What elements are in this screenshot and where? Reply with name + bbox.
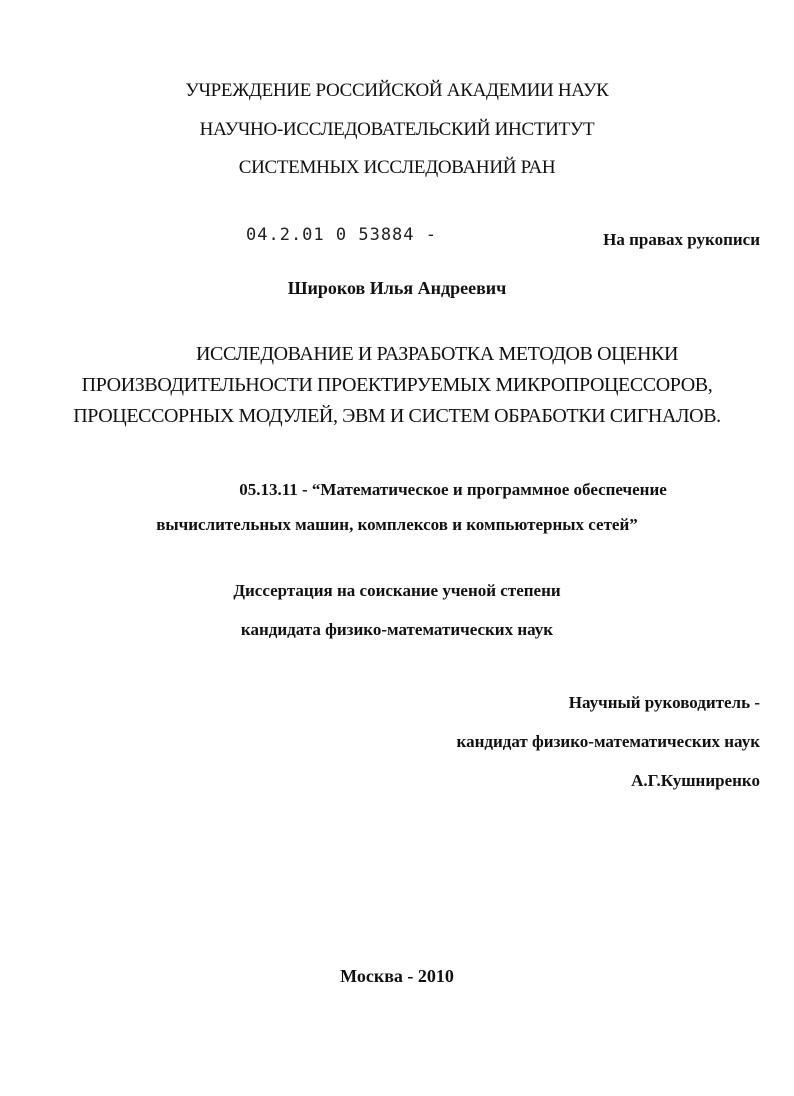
- title-line-3: ПРОЦЕССОРНЫХ МОДУЛЕЙ, ЭВМ И СИСТЕМ ОБРАБОТКИ СИГНАЛОВ.: [73, 405, 721, 427]
- degree-line-2: кандидата физико-математических наук: [240, 620, 554, 639]
- institution-line-2: НАУЧНО-ИССЛЕДОВАТЕЛЬСКИЙ ИНСТИТУТ: [199, 119, 595, 140]
- rights-note: На правах рукописи: [603, 230, 760, 249]
- degree-line-1: Диссертация на соискание ученой степени: [233, 581, 561, 600]
- institution-line-3: СИСТЕМНЫХ ИССЛЕДОВАНИЙ РАН: [238, 157, 556, 178]
- title-line-1: ИССЛЕДОВАНИЕ И РАЗРАБОТКА МЕТОДОВ ОЦЕНКИ: [195, 343, 679, 365]
- registration-stamp: 04.2.01 0 53884 -: [246, 225, 437, 245]
- title-line-2: ПРОИЗВОДИТЕЛЬНОСТИ ПРОЕКТИРУЕМЫХ МИКРОПРОЦЕССОРОВ,: [81, 374, 713, 396]
- supervisor-degree: кандидат физико-математических наук: [456, 732, 760, 751]
- specialty-line-2: вычислительных машин, комплексов и компьютерных сетей”: [156, 515, 638, 534]
- specialty-line-1: 05.13.11 - “Математическое и программное обеспечение: [239, 480, 667, 499]
- author-name: Широков Илья Андреевич: [287, 278, 507, 298]
- institution-line-1: УЧРЕЖДЕНИЕ РОССИЙСКОЙ АКАДЕМИИ НАУК: [185, 80, 609, 101]
- place-year: Москва - 2010: [340, 966, 454, 986]
- supervisor-name: А.Г.Кушниренко: [631, 771, 760, 790]
- supervisor-label: Научный руководитель -: [568, 693, 760, 712]
